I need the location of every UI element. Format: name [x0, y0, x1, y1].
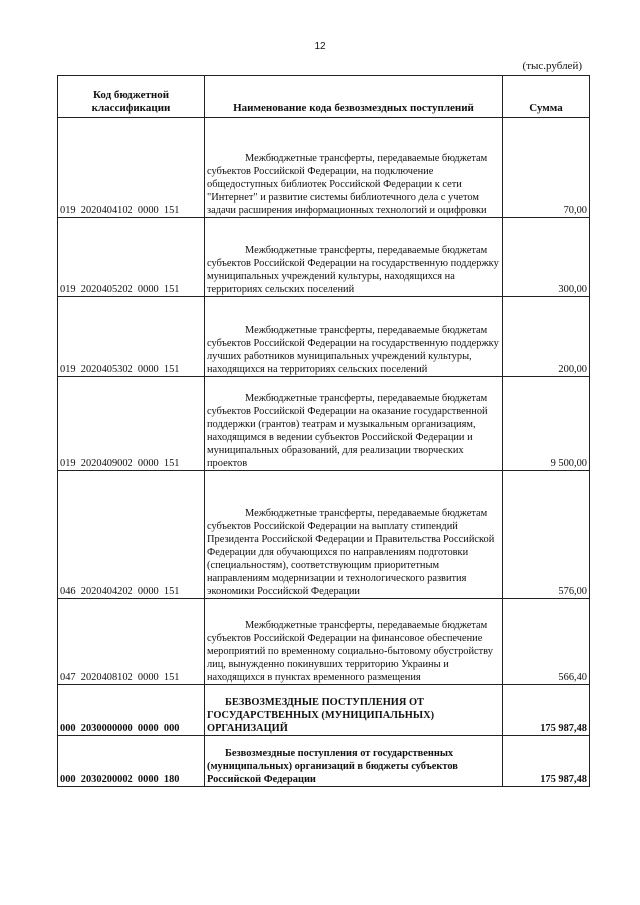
table-row — [58, 118, 590, 218]
row-name-text: БЕЗВОЗМЕЗДНЫЕ ПОСТУПЛЕНИЯ ОТ ГОСУДАРСТВЕННЫХ (МУНИЦИПАЛЬНЫХ) ОРГАНИЗАЦИЙ — [207, 697, 435, 734]
row-sum: 175 987,48 — [503, 685, 590, 736]
table-row — [58, 471, 590, 599]
row-name — [205, 118, 503, 218]
row-sum: 576,00 — [503, 471, 590, 599]
row-name-text: Безвозмездные поступления от государственных (муниципальных) организаций в бюджеты субъектов Российской Федерации — [207, 748, 458, 785]
row-sum: 9 500,00 — [503, 377, 590, 471]
row-code: 000 2030000000 0000 000 — [58, 685, 205, 736]
header-name: Наименование кода безвозмездных поступлений — [205, 76, 503, 118]
unit-note: (тыс.рублей) — [522, 60, 582, 72]
table-row — [58, 599, 590, 685]
row-name — [205, 377, 503, 471]
row-name — [205, 685, 503, 736]
row-name-text: Межбюджетные трансферты, передаваемые бюджетам субъектов Российской Федерации на оказание государственной поддержки (грантов) театрам и музыкальным организациям, находящимся в ведении субъектов Российской Федерации и муниципальных образований, для реализации творческих проектов — [207, 393, 488, 469]
row-name-text: Межбюджетные трансферты, передаваемые бюджетам субъектов Российской Федерации на выплату стипендий Президента Российской Федерации и Правительства Российской Федерации для обучающихся по направлениям подготовки (специальностям), соответствующим приоритетным направлениям модернизации и технологического развития экономики Российской Федерации — [207, 508, 495, 597]
row-code: 047 2020408102 0000 151 — [58, 599, 205, 685]
row-code: 019 2020404102 0000 151 — [58, 118, 205, 218]
row-code: 019 2020405302 0000 151 — [58, 297, 205, 377]
row-name-text: Межбюджетные трансферты, передаваемые бюджетам субъектов Российской Федерации на государственную поддержку лучших работников муниципальных учреждений культуры, находящихся на территориях сельских поселений — [207, 325, 499, 375]
row-name — [205, 218, 503, 297]
row-name — [205, 736, 503, 787]
table-row — [58, 377, 590, 471]
row-code: 046 2020404202 0000 151 — [58, 471, 205, 599]
row-name-text: Межбюджетные трансферты, передаваемые бюджетам субъектов Российской Федерации, на подключение общедоступных библиотек Российской Федерации к сети "Интернет" и развитие системы библиотечного дела с учетом задачи расширения информационных технологий и оцифровки — [207, 153, 488, 216]
budget-table — [57, 75, 590, 787]
row-name — [205, 599, 503, 685]
header-code: Код бюджетной классификации — [58, 76, 205, 118]
table-row-total — [58, 685, 590, 736]
table-row — [58, 297, 590, 377]
row-name — [205, 471, 503, 599]
table-row — [58, 218, 590, 297]
row-sum: 300,00 — [503, 218, 590, 297]
row-sum: 566,40 — [503, 599, 590, 685]
page-number: 12 — [314, 41, 326, 52]
row-name-text: Межбюджетные трансферты, передаваемые бюджетам субъектов Российской Федерации на финансовое обеспечение мероприятий по временному социально-бытовому обустройству лиц, вынужденно покинувших территорию Украины и находящихся в пунктах временного размещения — [207, 620, 493, 683]
row-code: 019 2020409002 0000 151 — [58, 377, 205, 471]
table-row-total — [58, 736, 590, 787]
row-name — [205, 297, 503, 377]
row-name-text: Межбюджетные трансферты, передаваемые бюджетам субъектов Российской Федерации на государственную поддержку муниципальных учреждений культуры, находящихся на территориях сельских поселений — [207, 245, 499, 295]
header-sum: Сумма — [503, 76, 590, 118]
table-header-row — [58, 76, 590, 118]
row-sum: 200,00 — [503, 297, 590, 377]
row-code: 019 2020405202 0000 151 — [58, 218, 205, 297]
row-sum: 70,00 — [503, 118, 590, 218]
row-code: 000 2030200002 0000 180 — [58, 736, 205, 787]
row-sum: 175 987,48 — [503, 736, 590, 787]
